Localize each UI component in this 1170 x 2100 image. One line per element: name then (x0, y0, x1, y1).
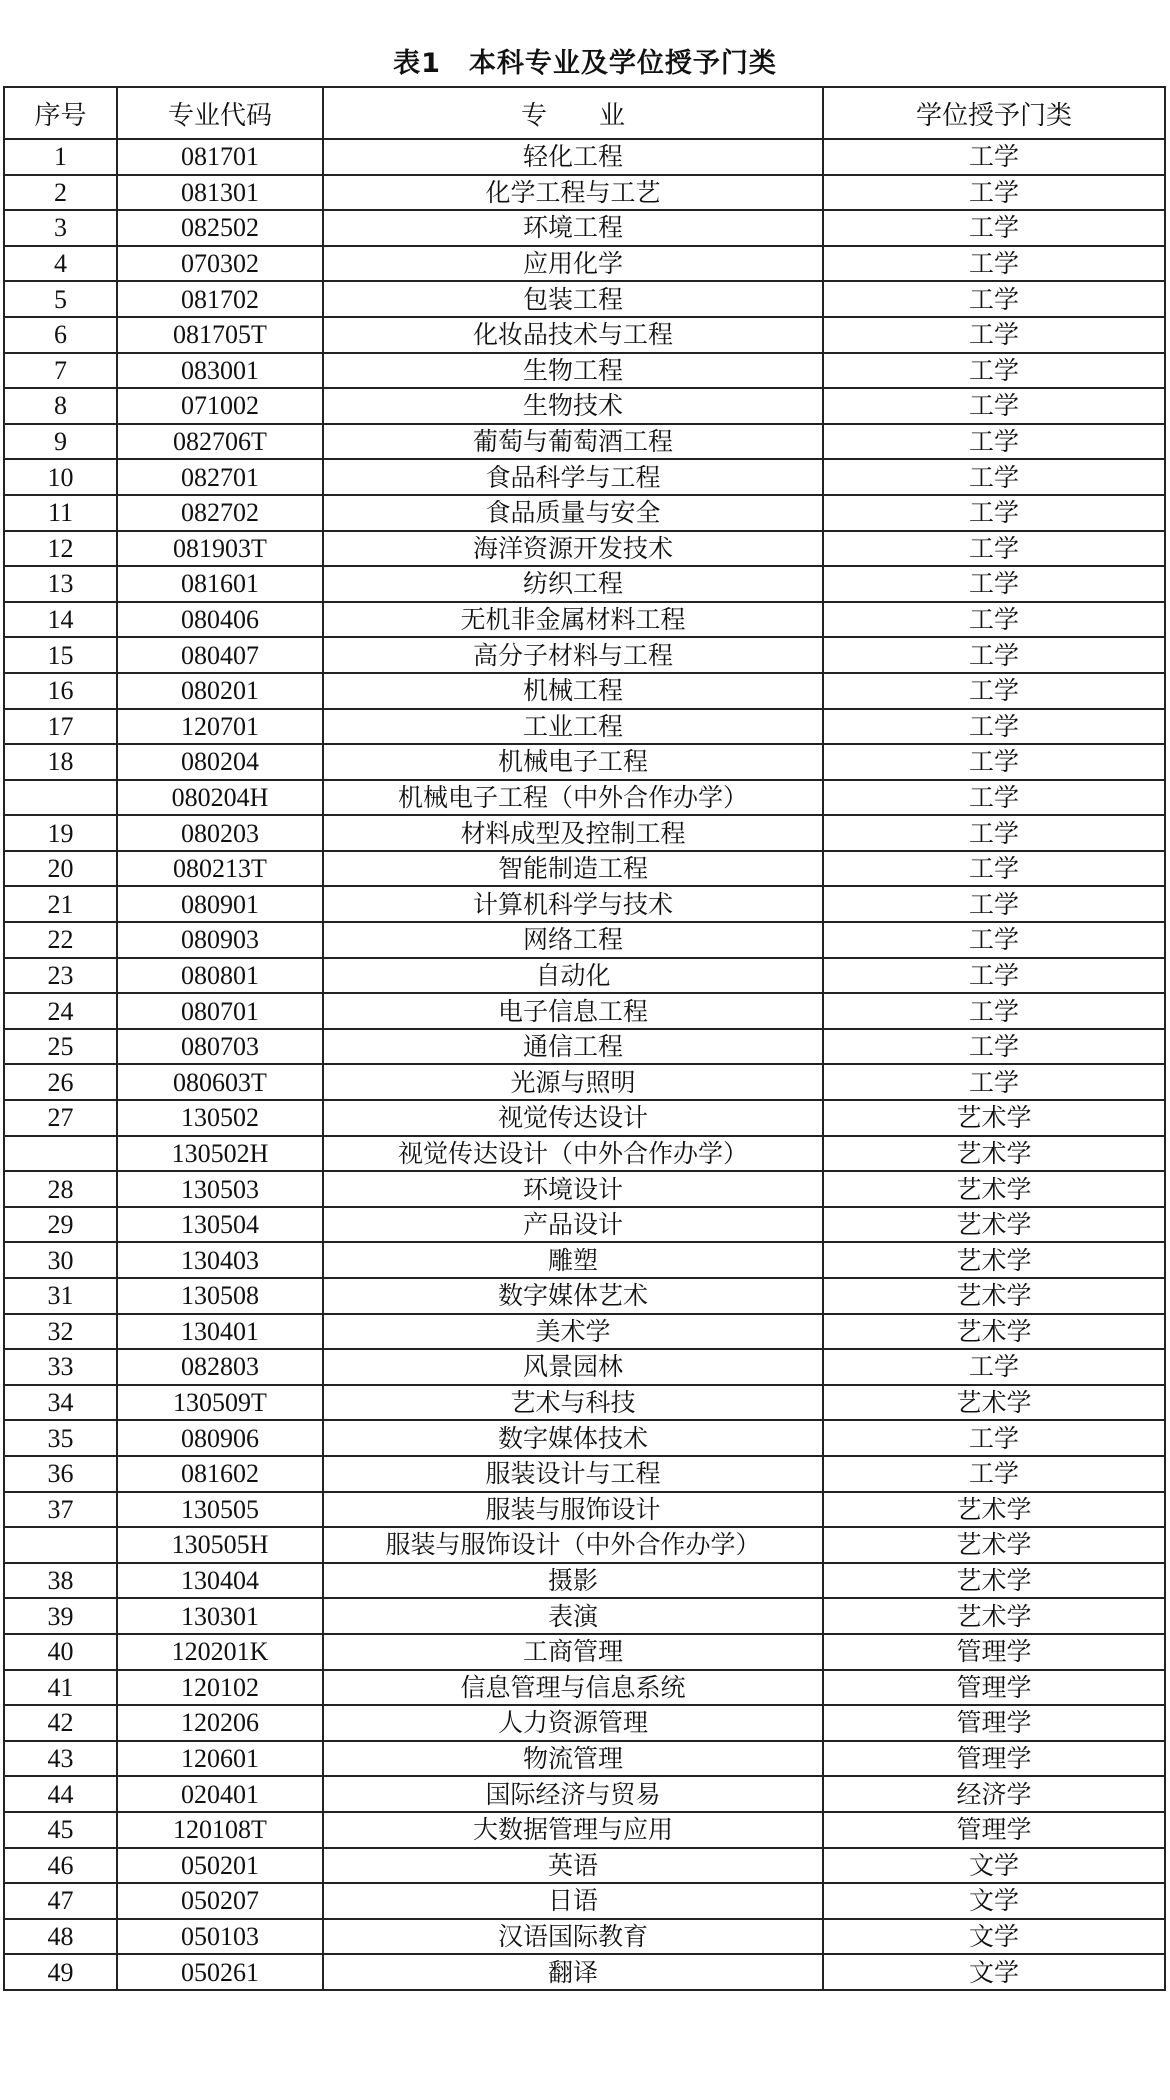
table-row (4, 1136, 1165, 1172)
serial-number-cell: 33 (4, 1349, 117, 1385)
major-code-cell: 080901 (117, 886, 323, 922)
major-name-cell: 风景园林 (323, 1349, 823, 1385)
table-row (4, 780, 1165, 816)
major-name-cell: 食品质量与安全 (323, 495, 823, 531)
major-code-cell: 050201 (117, 1848, 323, 1884)
major-code-cell: 082706T (117, 424, 323, 460)
degree-category-cell: 工学 (823, 602, 1165, 638)
major-code-cell: 083001 (117, 353, 323, 389)
degree-category-cell: 艺术学 (823, 1314, 1165, 1350)
serial-number-cell: 16 (4, 673, 117, 709)
table-row (4, 1064, 1165, 1100)
major-code-cell: 130301 (117, 1598, 323, 1634)
table-row (4, 709, 1165, 745)
major-name-cell: 通信工程 (323, 1029, 823, 1065)
serial-number-cell: 12 (4, 531, 117, 567)
degree-category-cell: 工学 (823, 566, 1165, 602)
major-name-cell: 化妆品技术与工程 (323, 317, 823, 353)
major-code-cell: 071002 (117, 388, 323, 424)
degree-category-cell: 文学 (823, 1883, 1165, 1919)
degree-category-cell: 艺术学 (823, 1207, 1165, 1243)
table-row (4, 1954, 1165, 1990)
major-code-cell: 080801 (117, 958, 323, 994)
major-code-cell: 081601 (117, 566, 323, 602)
table-body (4, 139, 1165, 1990)
serial-number-cell: 43 (4, 1741, 117, 1777)
serial-number-cell: 10 (4, 459, 117, 495)
serial-number-cell: 5 (4, 281, 117, 317)
table-row (4, 1812, 1165, 1848)
serial-number-cell: 39 (4, 1598, 117, 1634)
degree-category-cell: 工学 (823, 851, 1165, 887)
table-row (4, 1919, 1165, 1955)
major-name-cell: 表演 (323, 1598, 823, 1634)
serial-number-cell: 40 (4, 1634, 117, 1670)
major-code-cell: 080703 (117, 1029, 323, 1065)
serial-number-cell: 17 (4, 709, 117, 745)
table-row (4, 958, 1165, 994)
major-name-cell: 包装工程 (323, 281, 823, 317)
serial-number-cell: 38 (4, 1563, 117, 1599)
table-row (4, 1492, 1165, 1528)
serial-number-cell: 11 (4, 495, 117, 531)
serial-number-cell: 44 (4, 1776, 117, 1812)
degree-category-cell: 工学 (823, 637, 1165, 673)
majors-table (3, 86, 1166, 1991)
major-name-cell: 视觉传达设计 (323, 1100, 823, 1136)
degree-category-cell: 工学 (823, 1456, 1165, 1492)
degree-category-cell: 管理学 (823, 1812, 1165, 1848)
major-name-cell: 服装与服饰设计 (323, 1492, 823, 1528)
major-name-cell: 服装与服饰设计（中外合作办学） (323, 1527, 823, 1563)
degree-category-cell: 艺术学 (823, 1171, 1165, 1207)
major-code-cell: 130504 (117, 1207, 323, 1243)
table-row (4, 531, 1165, 567)
table-row (4, 1420, 1165, 1456)
degree-category-cell: 工学 (823, 388, 1165, 424)
table-row (4, 922, 1165, 958)
major-name-cell: 生物工程 (323, 353, 823, 389)
table-row (4, 495, 1165, 531)
serial-number-cell (4, 1527, 117, 1563)
major-code-cell: 130502 (117, 1100, 323, 1136)
major-name-cell: 环境设计 (323, 1171, 823, 1207)
degree-category-cell: 艺术学 (823, 1492, 1165, 1528)
table-row (4, 1242, 1165, 1278)
major-name-cell: 翻译 (323, 1954, 823, 1990)
degree-category-cell: 艺术学 (823, 1136, 1165, 1172)
major-code-cell: 081702 (117, 281, 323, 317)
serial-number-cell: 41 (4, 1670, 117, 1706)
serial-number-cell: 2 (4, 175, 117, 211)
degree-category-cell: 艺术学 (823, 1278, 1165, 1314)
table-row (4, 1670, 1165, 1706)
major-code-cell: 120701 (117, 709, 323, 745)
degree-category-cell: 艺术学 (823, 1100, 1165, 1136)
table-row (4, 1848, 1165, 1884)
table-row (4, 886, 1165, 922)
degree-category-cell: 经济学 (823, 1776, 1165, 1812)
serial-number-cell: 37 (4, 1492, 117, 1528)
degree-category-cell: 工学 (823, 317, 1165, 353)
header-major-code: 专业代码 (117, 87, 323, 139)
major-code-cell: 080204H (117, 780, 323, 816)
major-code-cell: 080906 (117, 1420, 323, 1456)
major-name-cell: 电子信息工程 (323, 993, 823, 1029)
major-code-cell: 081705T (117, 317, 323, 353)
degree-category-cell: 文学 (823, 1919, 1165, 1955)
major-code-cell: 070302 (117, 246, 323, 282)
serial-number-cell: 45 (4, 1812, 117, 1848)
major-name-cell: 雕塑 (323, 1242, 823, 1278)
major-code-cell: 080701 (117, 993, 323, 1029)
serial-number-cell: 3 (4, 210, 117, 246)
serial-number-cell: 34 (4, 1385, 117, 1421)
major-code-cell: 120201K (117, 1634, 323, 1670)
major-code-cell: 081301 (117, 175, 323, 211)
major-code-cell: 050103 (117, 1919, 323, 1955)
major-code-cell: 080203 (117, 815, 323, 851)
major-code-cell: 081602 (117, 1456, 323, 1492)
table-row (4, 1278, 1165, 1314)
table-row (4, 1349, 1165, 1385)
serial-number-cell: 26 (4, 1064, 117, 1100)
degree-category-cell: 艺术学 (823, 1242, 1165, 1278)
table-row (4, 175, 1165, 211)
major-name-cell: 数字媒体艺术 (323, 1278, 823, 1314)
major-code-cell: 080406 (117, 602, 323, 638)
serial-number-cell: 7 (4, 353, 117, 389)
major-name-cell: 自动化 (323, 958, 823, 994)
table-row (4, 1563, 1165, 1599)
header-serial-number: 序号 (4, 87, 117, 139)
major-name-cell: 机械电子工程（中外合作办学） (323, 780, 823, 816)
major-name-cell: 海洋资源开发技术 (323, 531, 823, 567)
table-row (4, 246, 1165, 282)
serial-number-cell: 1 (4, 139, 117, 175)
degree-category-cell: 工学 (823, 1029, 1165, 1065)
major-name-cell: 视觉传达设计（中外合作办学） (323, 1136, 823, 1172)
major-code-cell: 130509T (117, 1385, 323, 1421)
degree-category-cell: 工学 (823, 993, 1165, 1029)
major-name-cell: 材料成型及控制工程 (323, 815, 823, 851)
major-code-cell: 080204 (117, 744, 323, 780)
serial-number-cell: 25 (4, 1029, 117, 1065)
header-degree-category: 学位授予门类 (823, 87, 1165, 139)
major-code-cell: 020401 (117, 1776, 323, 1812)
major-code-cell: 050261 (117, 1954, 323, 1990)
serial-number-cell: 4 (4, 246, 117, 282)
serial-number-cell: 8 (4, 388, 117, 424)
major-name-cell: 英语 (323, 1848, 823, 1884)
major-code-cell: 120102 (117, 1670, 323, 1706)
major-code-cell: 130401 (117, 1314, 323, 1350)
major-name-cell: 食品科学与工程 (323, 459, 823, 495)
table-row (4, 566, 1165, 602)
degree-category-cell: 工学 (823, 459, 1165, 495)
major-code-cell: 130503 (117, 1171, 323, 1207)
degree-category-cell: 工学 (823, 709, 1165, 745)
major-name-cell: 环境工程 (323, 210, 823, 246)
degree-category-cell: 工学 (823, 886, 1165, 922)
major-code-cell: 050207 (117, 1883, 323, 1919)
major-name-cell: 服装设计与工程 (323, 1456, 823, 1492)
serial-number-cell: 46 (4, 1848, 117, 1884)
major-name-cell: 化学工程与工艺 (323, 175, 823, 211)
table-row (4, 139, 1165, 175)
major-name-cell: 人力资源管理 (323, 1705, 823, 1741)
table-row (4, 388, 1165, 424)
table-row (4, 1598, 1165, 1634)
major-code-cell: 130508 (117, 1278, 323, 1314)
serial-number-cell: 6 (4, 317, 117, 353)
major-code-cell: 120108T (117, 1812, 323, 1848)
degree-category-cell: 工学 (823, 1349, 1165, 1385)
degree-category-cell: 艺术学 (823, 1527, 1165, 1563)
major-code-cell: 130505H (117, 1527, 323, 1563)
header-major: 专 业 (323, 87, 823, 139)
table-row (4, 815, 1165, 851)
major-code-cell: 082803 (117, 1349, 323, 1385)
table-title: 表1 本科专业及学位授予门类 (393, 48, 777, 79)
degree-category-cell: 工学 (823, 424, 1165, 460)
major-name-cell: 信息管理与信息系统 (323, 1670, 823, 1706)
major-code-cell: 080213T (117, 851, 323, 887)
table-row (4, 744, 1165, 780)
degree-category-cell: 工学 (823, 815, 1165, 851)
degree-category-cell: 工学 (823, 495, 1165, 531)
serial-number-cell: 49 (4, 1954, 117, 1990)
degree-category-cell: 工学 (823, 673, 1165, 709)
major-name-cell: 国际经济与贸易 (323, 1776, 823, 1812)
degree-category-cell: 工学 (823, 958, 1165, 994)
serial-number-cell: 42 (4, 1705, 117, 1741)
major-name-cell: 汉语国际教育 (323, 1919, 823, 1955)
major-code-cell: 082702 (117, 495, 323, 531)
major-name-cell: 机械电子工程 (323, 744, 823, 780)
major-name-cell: 工业工程 (323, 709, 823, 745)
major-code-cell: 080903 (117, 922, 323, 958)
major-name-cell: 艺术与科技 (323, 1385, 823, 1421)
serial-number-cell: 27 (4, 1100, 117, 1136)
serial-number-cell: 48 (4, 1919, 117, 1955)
serial-number-cell: 28 (4, 1171, 117, 1207)
table-row (4, 459, 1165, 495)
major-code-cell: 080603T (117, 1064, 323, 1100)
major-name-cell: 智能制造工程 (323, 851, 823, 887)
serial-number-cell (4, 780, 117, 816)
major-code-cell: 082502 (117, 210, 323, 246)
major-name-cell: 轻化工程 (323, 139, 823, 175)
major-name-cell: 生物技术 (323, 388, 823, 424)
degree-category-cell: 艺术学 (823, 1598, 1165, 1634)
major-name-cell: 应用化学 (323, 246, 823, 282)
table-row (4, 210, 1165, 246)
degree-category-cell: 管理学 (823, 1634, 1165, 1670)
serial-number-cell: 19 (4, 815, 117, 851)
major-code-cell: 120206 (117, 1705, 323, 1741)
serial-number-cell: 24 (4, 993, 117, 1029)
degree-category-cell: 文学 (823, 1954, 1165, 1990)
major-code-cell: 120601 (117, 1741, 323, 1777)
table-row (4, 673, 1165, 709)
serial-number-cell: 14 (4, 602, 117, 638)
major-name-cell: 光源与照明 (323, 1064, 823, 1100)
major-code-cell: 130502H (117, 1136, 323, 1172)
table-row (4, 424, 1165, 460)
serial-number-cell: 30 (4, 1242, 117, 1278)
degree-category-cell: 工学 (823, 1420, 1165, 1456)
major-name-cell: 工商管理 (323, 1634, 823, 1670)
degree-category-cell: 管理学 (823, 1705, 1165, 1741)
major-name-cell: 摄影 (323, 1563, 823, 1599)
serial-number-cell: 23 (4, 958, 117, 994)
table-row (4, 1385, 1165, 1421)
major-name-cell: 日语 (323, 1883, 823, 1919)
table-header-row (4, 87, 1165, 139)
major-name-cell: 美术学 (323, 1314, 823, 1350)
serial-number-cell: 15 (4, 637, 117, 673)
table-row (4, 1456, 1165, 1492)
serial-number-cell: 21 (4, 886, 117, 922)
major-name-cell: 高分子材料与工程 (323, 637, 823, 673)
serial-number-cell (4, 1136, 117, 1172)
degree-category-cell: 工学 (823, 210, 1165, 246)
serial-number-cell: 22 (4, 922, 117, 958)
major-code-cell: 082701 (117, 459, 323, 495)
major-code-cell: 081903T (117, 531, 323, 567)
degree-category-cell: 管理学 (823, 1741, 1165, 1777)
major-name-cell: 物流管理 (323, 1741, 823, 1777)
table-row (4, 1776, 1165, 1812)
major-code-cell: 130403 (117, 1242, 323, 1278)
major-name-cell: 葡萄与葡萄酒工程 (323, 424, 823, 460)
degree-category-cell: 艺术学 (823, 1563, 1165, 1599)
degree-category-cell: 工学 (823, 531, 1165, 567)
table-row (4, 1171, 1165, 1207)
degree-category-cell: 文学 (823, 1848, 1165, 1884)
table-row (4, 1207, 1165, 1243)
table-row (4, 1634, 1165, 1670)
major-name-cell: 机械工程 (323, 673, 823, 709)
serial-number-cell: 32 (4, 1314, 117, 1350)
table-row (4, 317, 1165, 353)
table-row (4, 851, 1165, 887)
serial-number-cell: 47 (4, 1883, 117, 1919)
table-row (4, 1029, 1165, 1065)
major-code-cell: 080201 (117, 673, 323, 709)
major-name-cell: 纺织工程 (323, 566, 823, 602)
degree-category-cell: 艺术学 (823, 1385, 1165, 1421)
serial-number-cell: 9 (4, 424, 117, 460)
table-row (4, 1741, 1165, 1777)
major-name-cell: 产品设计 (323, 1207, 823, 1243)
degree-category-cell: 管理学 (823, 1670, 1165, 1706)
table-row (4, 637, 1165, 673)
degree-category-cell: 工学 (823, 744, 1165, 780)
table-row (4, 1527, 1165, 1563)
serial-number-cell: 31 (4, 1278, 117, 1314)
table-row (4, 1883, 1165, 1919)
major-name-cell: 数字媒体技术 (323, 1420, 823, 1456)
degree-category-cell: 工学 (823, 353, 1165, 389)
serial-number-cell: 13 (4, 566, 117, 602)
table-row (4, 1100, 1165, 1136)
degree-category-cell: 工学 (823, 246, 1165, 282)
serial-number-cell: 18 (4, 744, 117, 780)
serial-number-cell: 35 (4, 1420, 117, 1456)
degree-category-cell: 工学 (823, 281, 1165, 317)
degree-category-cell: 工学 (823, 780, 1165, 816)
major-code-cell: 081701 (117, 139, 323, 175)
major-code-cell: 130505 (117, 1492, 323, 1528)
major-code-cell: 130404 (117, 1563, 323, 1599)
degree-category-cell: 工学 (823, 139, 1165, 175)
table-row (4, 602, 1165, 638)
table-row (4, 1314, 1165, 1350)
serial-number-cell: 29 (4, 1207, 117, 1243)
degree-category-cell: 工学 (823, 175, 1165, 211)
table-row (4, 1705, 1165, 1741)
major-name-cell: 无机非金属材料工程 (323, 602, 823, 638)
major-name-cell: 网络工程 (323, 922, 823, 958)
degree-category-cell: 工学 (823, 922, 1165, 958)
serial-number-cell: 36 (4, 1456, 117, 1492)
major-name-cell: 计算机科学与技术 (323, 886, 823, 922)
major-name-cell: 大数据管理与应用 (323, 1812, 823, 1848)
serial-number-cell: 20 (4, 851, 117, 887)
table-row (4, 993, 1165, 1029)
degree-category-cell: 工学 (823, 1064, 1165, 1100)
major-code-cell: 080407 (117, 637, 323, 673)
table-row (4, 353, 1165, 389)
table-row (4, 281, 1165, 317)
